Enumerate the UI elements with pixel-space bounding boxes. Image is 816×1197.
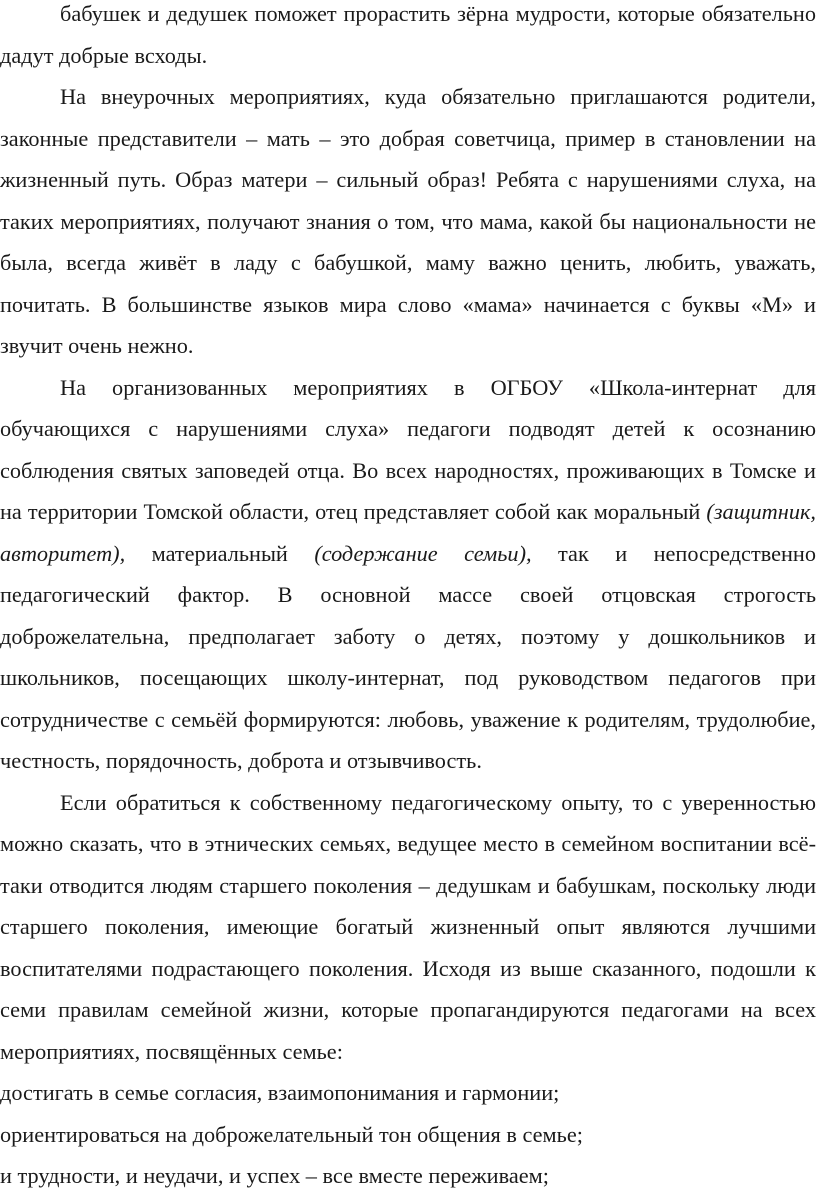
paragraph-father — [0, 367, 816, 782]
paragraph-father-text-b: материальный — [125, 540, 315, 566]
rule-item-3: и трудности, и неудачи, и успех – все вместе переживаем; — [0, 1163, 549, 1188]
paragraph-experience: Если обратиться к собственному педагогическому опыту, то с уверенностью можно сказать, что в этнических семьях, ведущее место в семейном воспитании всё-таки отводится людям старшего поколения – дедушкам и бабушкам, поскольку люди старшего поколения, имеющие богатый жизненный опыт являются лучшими воспитателями подрастающего поколения. Исходя из выше сказанного, подошли к семи правилам семейной жизни, которые пропагандируются педагогами на всех мероприятиях, посвящённых семье: — [0, 789, 816, 1064]
paragraph-mother: На внеурочных мероприятиях, куда обязательно приглашаются родители, законные представители – мать – это добрая советчица, пример в становлении на жизненный путь. Образ матери – сильный образ! Ребята с нарушениями слуха, на таких мероприятиях, получают знания о том, что мама, какой бы национальности не была, всегда живёт в ладу с бабушкой, маму важно ценить, любить, уважать, почитать. В большинстве языков мира слово «мама» начинается с буквы «М» и звучит очень нежно. — [0, 84, 816, 358]
paragraph-father-text-c: так и непосредственно педагогический фактор. В основной массе своей отцовская строгость доброжелательна, предполагает заботу о детях, поэтому у дошкольников и школьников, посещающих школу-интернат, под руководством педагогов при сотрудничестве с семьёй формируются: любовь, уважение к родителям, трудолюбие, честность, порядочность, доброта и отзывчивость. — [0, 540, 816, 773]
paragraph-continuation: бабушек и дедушек поможет прорастить зёрна мудрости, которые обязательно дадут добрые всходы. — [0, 1, 816, 68]
rule-item-1: достигать в семье согласия, взаимопонимания и гармонии; — [0, 1080, 560, 1105]
paragraph-father-text-a: На организованных мероприятиях в ОГБОУ «Школа-интернат для обучающихся с нарушениями слуха» педагоги подводят детей к осознанию соблюдения святых заповедей отца. Во всех народностях, проживающих в Томске и на территории Томской области, отец представляет собой как моральный — [0, 374, 816, 524]
paragraph-father-emphasis-moral: (защитник, авторитет), — [0, 499, 816, 566]
rule-item-2: ориентироваться на доброжелательный тон общения в семье; — [0, 1121, 583, 1147]
paragraph-father-emphasis-material: (содержание семьи), — [314, 540, 532, 566]
